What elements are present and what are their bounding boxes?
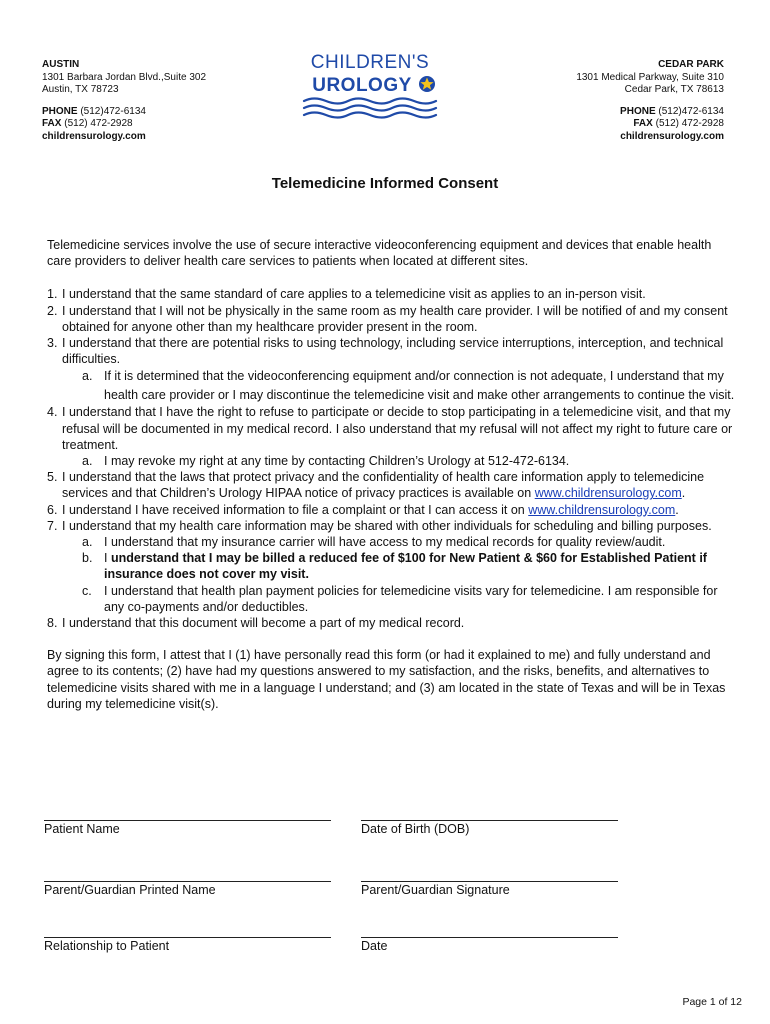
intro-paragraph: Telemedicine services involve the use of secure interactive videoconferencing equipment and devices that enable health care providers to deliver health care services to patients when located at different sites. — [47, 238, 712, 269]
sub-item-letter: a. — [82, 535, 93, 550]
cedar-park-office-name: CEDAR PARK — [658, 59, 724, 70]
cedar-park-website: childrensurology.com — [620, 130, 724, 142]
list-item — [47, 615, 737, 631]
sub-list-item — [62, 550, 737, 582]
sub-item-letter: c. — [82, 583, 92, 598]
sub-item-prefix: I — [104, 551, 108, 566]
page-number: Page 1 of 12 — [682, 996, 742, 1008]
wave-icon — [304, 99, 436, 118]
dob-field[interactable] — [361, 820, 618, 836]
item-number: 1. — [47, 287, 58, 302]
austin-fax-label: FAX — [42, 118, 62, 129]
consent-body — [47, 237, 737, 712]
item-number: 4. — [47, 405, 58, 420]
item-text: I understand that I have the right to refuse to participate or decide to stop participating in a telemedicine visit, and that my refusal will be documented in my medical record. I also understand that my refusal will not affect my right to future care or treatment. — [62, 405, 733, 452]
item-text: I understand that my health care information may be shared with other individuals for scheduling and billing purposes. — [62, 518, 712, 533]
patient-name-label: Patient Name — [44, 822, 120, 836]
guardian-signature-label: Parent/Guardian Signature — [361, 883, 510, 897]
document-title: Telemedicine Informed Consent — [271, 175, 499, 192]
sub-list-item — [62, 583, 737, 615]
item-text: I understand that the same standard of care applies to a telemedicine visit as applies to an in-person visit. — [62, 287, 646, 302]
cedar-park-office-block — [576, 59, 724, 143]
list-item — [47, 518, 737, 615]
item-number: 6. — [47, 502, 58, 517]
sub-list-item — [62, 534, 737, 550]
sub-list-item — [62, 367, 737, 404]
childrens-urology-logo — [294, 50, 446, 122]
austin-address-line1: 1301 Barbara Jordan Blvd.,Suite 302 — [42, 71, 206, 83]
sub-item-text: I understand that health plan payment policies for telemedicine visits vary for telemedicine. I am responsible for any co-payments and/or deductibles. — [104, 583, 718, 614]
cedar-park-phone-label: PHONE — [620, 105, 656, 117]
item-number: 2. — [47, 303, 58, 318]
item-number: 3. — [47, 336, 58, 351]
item-number: 7. — [47, 518, 58, 533]
sub-item-letter: a. — [82, 454, 93, 469]
item-text: I understand that the laws that protect privacy and the confidentiality of health care information apply to telemedicine services and that Children’s Urology HIPAA notice of privacy practices is available on — [62, 470, 705, 501]
austin-phone-label: PHONE — [42, 105, 78, 117]
sub-item-text: I understand that my insurance carrier will have access to my medical records for quality review/audit. — [104, 535, 666, 550]
item-text: I understand that this document will become a part of my medical record. — [62, 616, 465, 631]
date-field[interactable] — [361, 937, 618, 953]
cedar-park-fax-label: FAX — [633, 118, 653, 129]
list-item — [47, 286, 737, 302]
sub-list — [62, 534, 737, 615]
cedar-park-fax: (512) 472-2928 — [655, 118, 724, 129]
patient-name-field[interactable] — [44, 820, 331, 836]
list-item — [47, 404, 737, 469]
relationship-label: Relationship to Patient — [44, 939, 170, 953]
attestation-paragraph: By signing this form, I attest that I (1) have personally read this form (or had it explained to me) and fully understand and agree to its contents; (2) have had my questions answered to my satisfaction, and the risks, benefits, and alternatives to telemedicine visits shared with me in a language I understand; and (3) am located in the state of Texas and will be in Texas during my telemedicine visit(s). — [47, 648, 726, 711]
guardian-name-label: Parent/Guardian Printed Name — [44, 883, 216, 897]
date-label: Date — [361, 939, 388, 953]
list-item — [47, 303, 737, 335]
cedar-park-address-line2: Cedar Park, TX 78613 — [624, 84, 724, 95]
sub-item-text: If it is determined that the videoconferencing equipment and/or connection is not adequate, I understand that my health care provider or I may discontinue the telemedicine visit and make other arrangements to continue the visit. — [104, 369, 735, 402]
sub-item-text: I may revoke my right at any time by contacting Children’s Urology at 512-472-6134. — [104, 454, 570, 469]
austin-address-line2: Austin, TX 78723 — [42, 84, 119, 95]
relationship-field[interactable] — [44, 937, 331, 953]
sub-list — [62, 367, 737, 404]
guardian-signature-field[interactable] — [361, 881, 618, 897]
dob-label: Date of Birth (DOB) — [361, 822, 470, 836]
item-text: I understand I have received information to file a complaint or that I can access it on — [62, 502, 525, 517]
billing-fee-notice: understand that I may be billed a reduced fee of $100 for New Patient & $60 for Established Patient if insurance does not cover my visit. — [104, 551, 707, 582]
consent-list — [47, 286, 737, 631]
item-text: I understand that I will not be physically in the same room as my health care provider. I will be notified of and my consent obtained for anyone other than my healthcare provider present in the room. — [62, 303, 728, 334]
sub-item-letter: a. — [82, 369, 93, 384]
sub-list — [62, 453, 737, 469]
logo-line1: CHILDREN'S — [310, 52, 430, 73]
list-item — [47, 502, 737, 518]
sub-list-item — [62, 453, 737, 469]
austin-phone: (512)472-6134 — [80, 105, 146, 117]
austin-office-name: AUSTIN — [42, 59, 80, 70]
cedar-park-phone: (512)472-6134 — [658, 105, 724, 117]
austin-fax: (512) 472-2928 — [64, 118, 133, 129]
website-link[interactable]: www.childrensurology.com — [534, 486, 682, 501]
cedar-park-address-line1: 1301 Medical Parkway, Suite 310 — [576, 71, 724, 83]
austin-office-block — [42, 59, 206, 143]
item-text: I understand that there are potential risks to using technology, including service interruptions, interception, and technical difficulties. — [62, 336, 724, 367]
star-icon — [419, 76, 435, 92]
list-item — [47, 469, 737, 501]
item-number: 8. — [47, 616, 58, 631]
item-tail: . — [681, 486, 686, 501]
sub-item-letter: b. — [82, 551, 93, 566]
guardian-name-field[interactable] — [44, 881, 331, 897]
logo-line2: UROLOGY — [312, 75, 412, 96]
item-number: 5. — [47, 470, 58, 485]
website-link[interactable]: www.childrensurology.com — [528, 502, 676, 517]
list-item — [47, 335, 737, 404]
item-tail: . — [675, 502, 679, 517]
austin-website: childrensurology.com — [42, 130, 146, 142]
